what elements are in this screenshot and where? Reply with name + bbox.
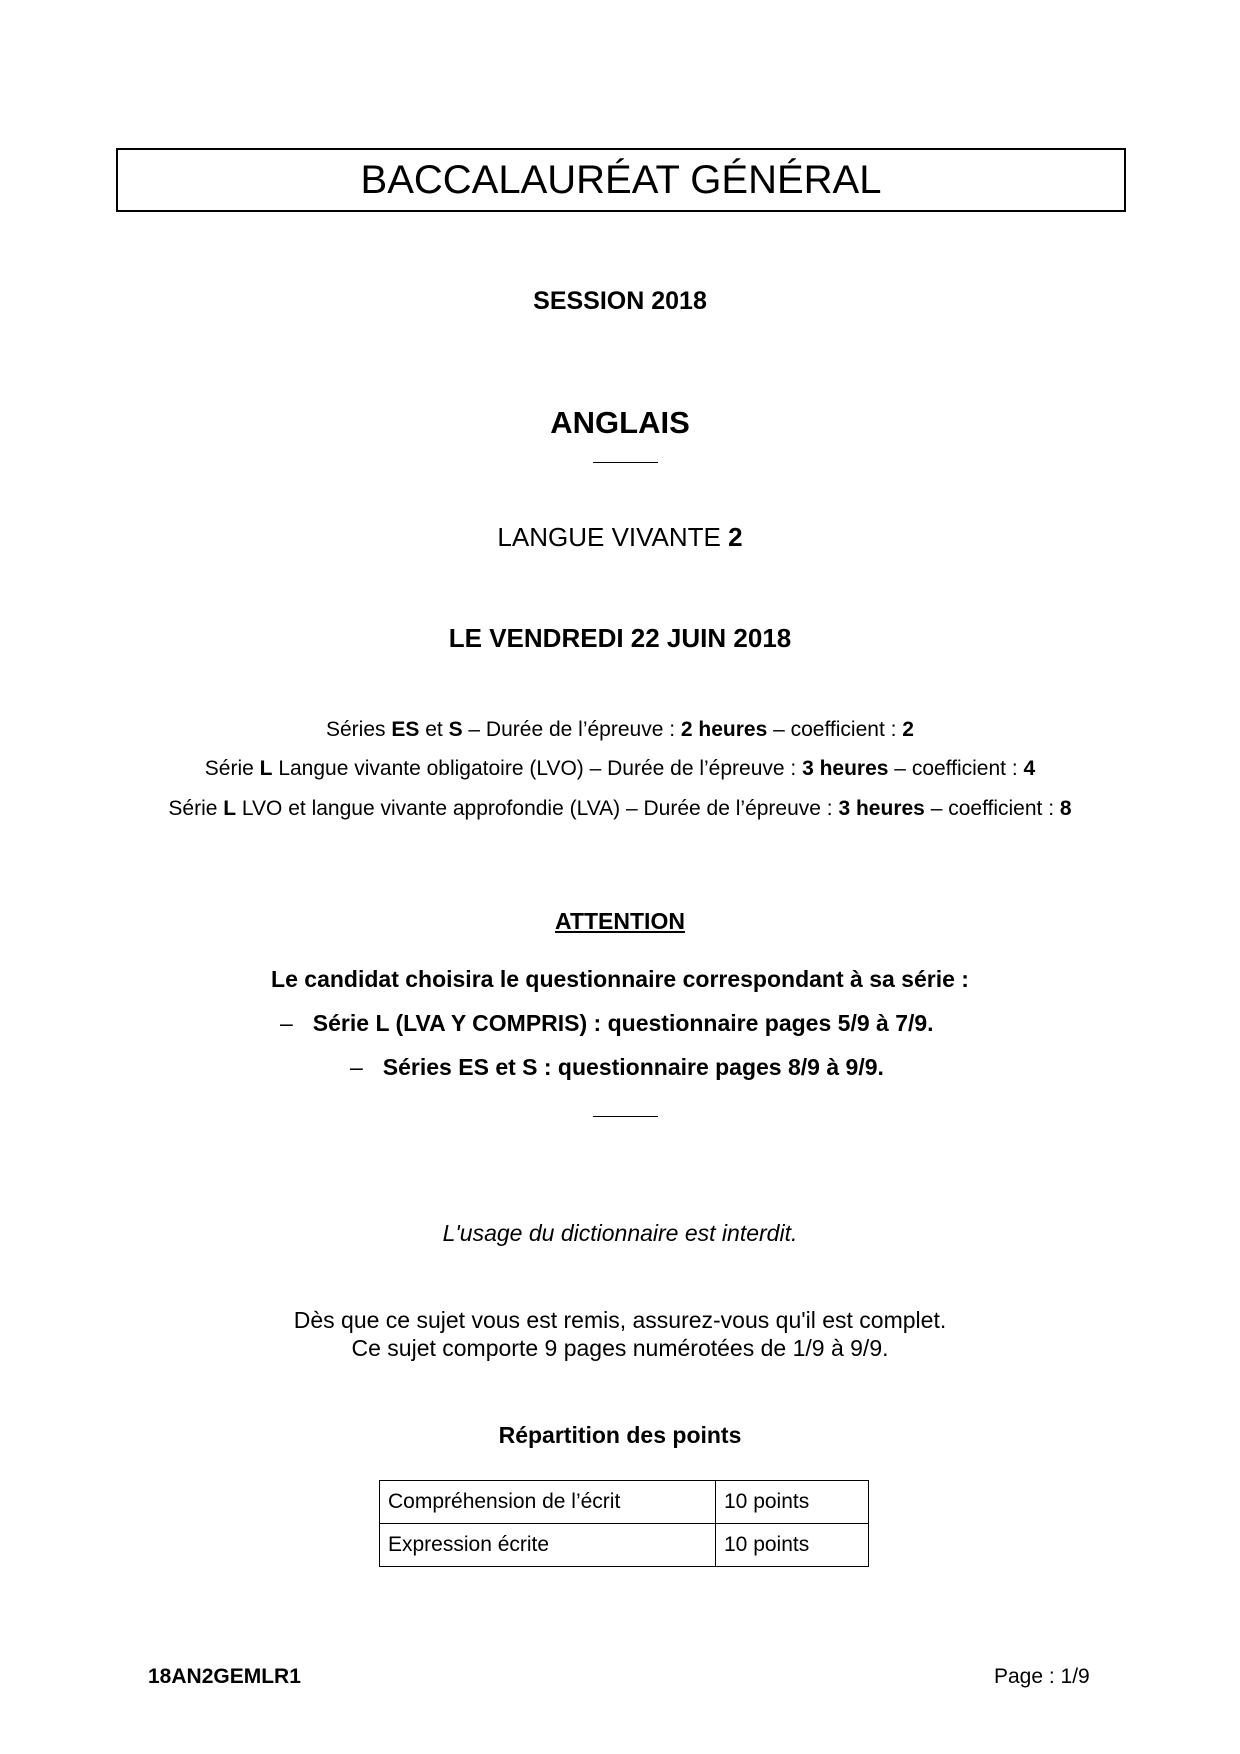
series-bold: 4 (1023, 757, 1036, 780)
attention-intro: Le candidat choisira le questionnaire correspondant à sa série : (271, 966, 969, 992)
series-bold: 2 (902, 718, 914, 741)
series-text: et (419, 718, 449, 741)
attention-heading: ATTENTION (555, 908, 685, 934)
series-text: – Durée de l’épreuve : (462, 718, 681, 741)
attention-item-text: Séries ES et S : questionnaire pages 8/9 à 9/9. (382, 1054, 884, 1080)
series-text: LVO et langue vivante approfondie (LVA) – Durée de l’épreuve : (236, 797, 839, 820)
footer-exam-code: 18AN2GEMLR1 (148, 1665, 301, 1688)
page-count-line: Ce sujet comporte 9 pages numérotées de 1/9 à 9/9. (351, 1335, 889, 1361)
table-cell-label: Compréhension de l’écrit (380, 1481, 716, 1524)
series-line-l-lva (0, 797, 1240, 821)
dictionary-notice: L'usage du dictionnaire est interdit. (442, 1220, 798, 1246)
subject-title: ANGLAIS (550, 405, 690, 440)
points-heading: Répartition des points (498, 1422, 742, 1448)
table-cell-label: Expression écrite (380, 1524, 716, 1567)
series-text: Série (168, 797, 224, 820)
series-bold: 2 heures (680, 718, 768, 741)
series-bold: 8 (1059, 797, 1072, 820)
series-text: – coefficient : (924, 797, 1060, 820)
divider-rule (593, 1116, 658, 1117)
table-row (380, 1524, 869, 1567)
table-cell-value: 10 points (716, 1481, 869, 1524)
langue-number: 2 (728, 522, 743, 552)
attention-item-serie-l (280, 1010, 934, 1037)
table-row (380, 1481, 869, 1524)
exam-date: LE VENDREDI 22 JUIN 2018 (448, 623, 792, 653)
dash-bullet: – (350, 1054, 363, 1080)
completeness-line: Dès que ce sujet vous est remis, assurez-vous qu'il est complet. (293, 1307, 947, 1333)
footer-page-number: Page : 1/9 (994, 1665, 1090, 1688)
series-bold: 3 heures (838, 797, 925, 820)
langue-vivante-label (0, 522, 1240, 553)
series-line-es-s (0, 718, 1240, 742)
exam-title-box (116, 148, 1126, 212)
table-cell-value: 10 points (716, 1524, 869, 1567)
series-bold: 3 heures (802, 757, 889, 780)
dash-bullet: – (280, 1010, 293, 1036)
attention-item-text: Série L (LVA Y COMPRIS) : questionnaire pages 5/9 à 7/9. (312, 1010, 934, 1036)
series-bold: S (448, 718, 463, 741)
series-bold: ES (391, 718, 420, 741)
divider-rule (593, 462, 658, 463)
points-table (379, 1480, 869, 1567)
series-text: – coefficient : (888, 757, 1024, 780)
completeness-notice (0, 1306, 1240, 1362)
series-line-l-lvo (0, 757, 1240, 781)
series-text: Série (204, 757, 260, 780)
langue-text: LANGUE VIVANTE (497, 522, 729, 552)
attention-item-series-es-s (350, 1054, 884, 1081)
series-bold: L (223, 797, 237, 820)
series-text: – coefficient : (767, 718, 903, 741)
session-label: SESSION 2018 (533, 287, 707, 315)
series-bold: L (259, 757, 273, 780)
series-text: Langue vivante obligatoire (LVO) – Durée de l’épreuve : (272, 757, 803, 780)
exam-title: BACCALAURÉAT GÉNÉRAL (360, 157, 882, 202)
series-text: Séries (326, 718, 392, 741)
